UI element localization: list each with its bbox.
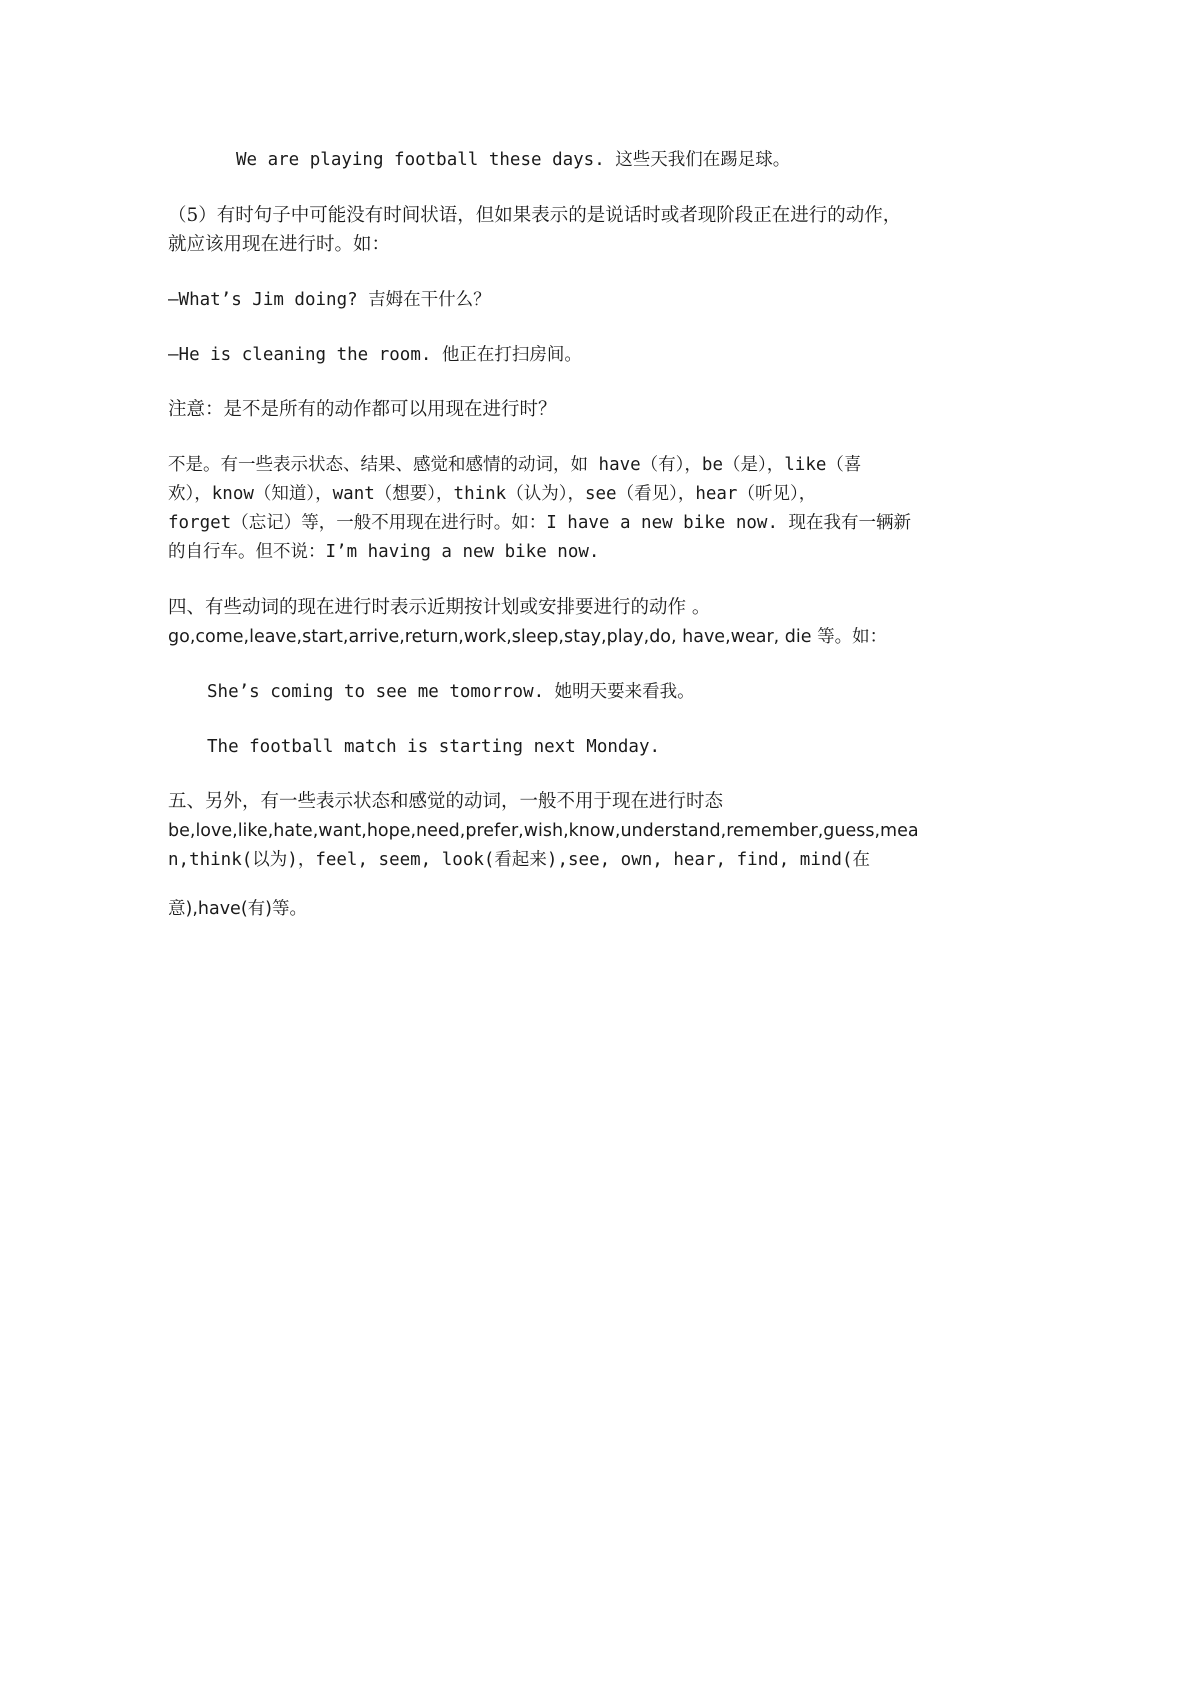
section-4-verb-list: go,come,leave,start,arrive,return,work,sleep,stay,play,do, have,wear, die 等。如： <box>168 627 888 647</box>
example-coming-tomorrow: She’s coming to see me tomorrow. 她明天要来看我。 <box>207 682 695 702</box>
note-heading: 注意：是不是所有的动作都可以用现在进行时？ <box>168 399 557 420</box>
rule-5-line-2: 就应该用现在进行时。如： <box>168 234 391 255</box>
section-5-verb-list-line-3: 意),have(有)等。 <box>168 899 307 919</box>
dialogue-answer: —He is cleaning the room. 他正在打扫房间。 <box>168 345 582 365</box>
example-football-match: The football match is starting next Monday. <box>207 737 661 757</box>
section-5-verb-list-line-2: n,think(以为)，feel, seem, look(看起来),see, own, hear, find, mind(在 <box>168 850 870 870</box>
note-answer-line-3: forget（忘记）等，一般不用现在进行时。如：I have a new bike now. 现在我有一辆新 <box>168 513 912 533</box>
section-4-heading: 四、有些动词的现在进行时表示近期按计划或安排要进行的动作 。 <box>168 597 711 618</box>
example-sentence-playing-football: We are playing football these days. 这些天我们在踢足球。 <box>236 150 791 170</box>
note-answer-line-1: 不是。有一些表示状态、结果、感觉和感情的动词，如 have（有），be（是），like（喜 <box>168 455 862 475</box>
rule-5-line-1: （5）有时句子中可能没有时间状语，但如果表示的是说话时或者现阶段正在进行的动作， <box>168 205 902 226</box>
dialogue-question: —What’s Jim doing? 吉姆在干什么？ <box>168 290 491 310</box>
section-5-verb-list-line-1: be,love,like,hate,want,hope,need,prefer,wish,know,understand,remember,guess,mea <box>168 821 919 841</box>
section-5-heading: 五、另外，有一些表示状态和感觉的动词，一般不用于现在进行时态 <box>168 791 724 812</box>
note-answer-line-2: 欢），know（知道），want（想要），think（认为），see（看见），hear（听见）， <box>168 484 817 504</box>
note-answer-line-4: 的自行车。但不说：I’m having a new bike now. <box>168 542 600 562</box>
